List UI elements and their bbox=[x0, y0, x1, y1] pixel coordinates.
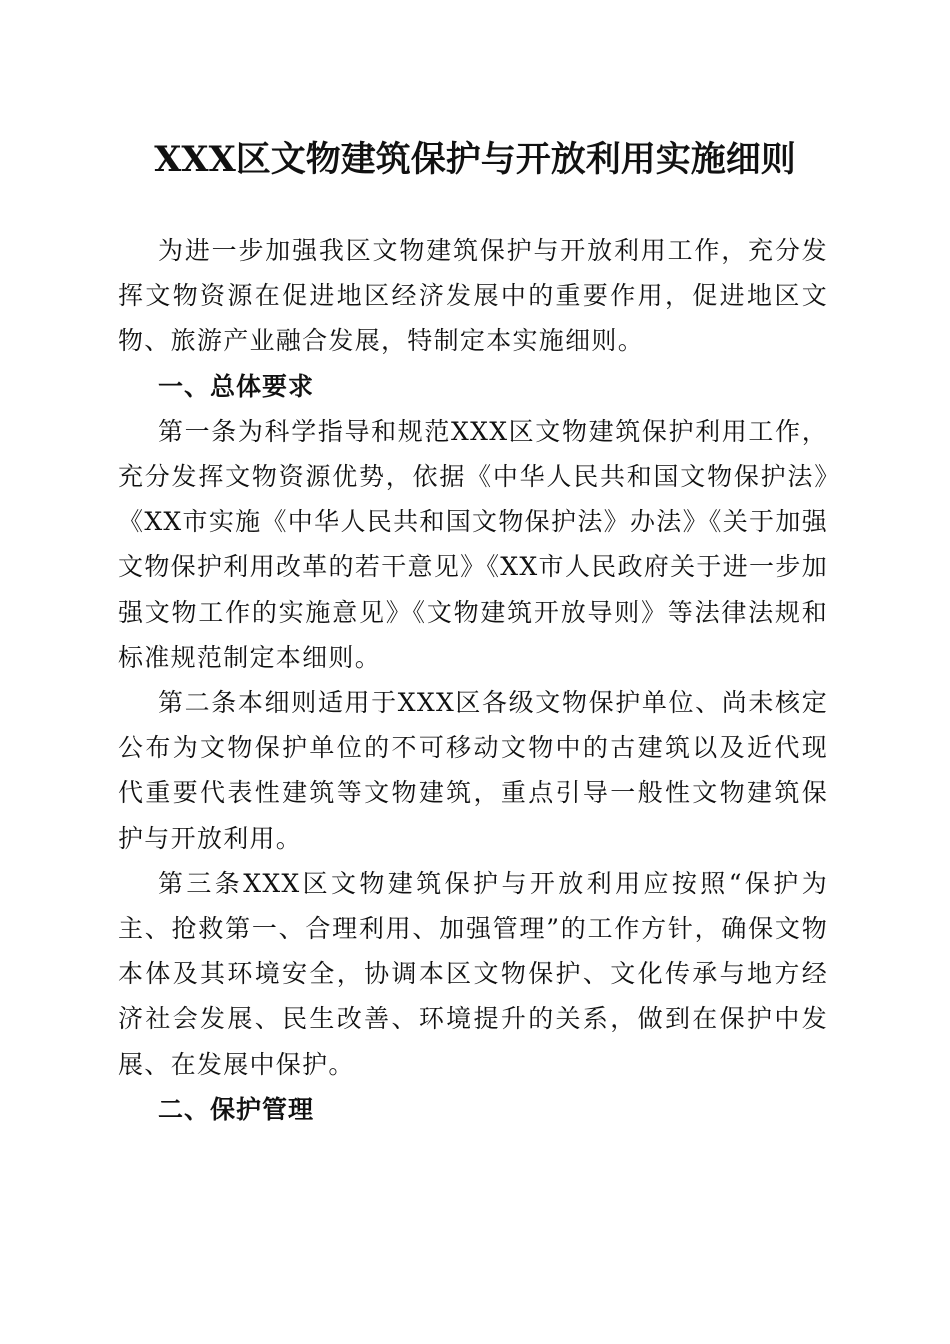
intro-paragraph: 为进一步加强我区文物建筑保护与开放利用工作，充分发挥文物资源在促进地区经济发展中的重要作用，促进地区文物、旅游产业融合发展，特制定本实施细则。 bbox=[118, 236, 828, 356]
article-2: 第二条本细则适用于XXX区各级文物保护单位、尚未核定公布为文物保护单位的不可移动文物中的古建筑以及近代现代重要代表性建筑等文物建筑，重点引导一般性文物建筑保护与开放利用。 bbox=[118, 688, 828, 853]
document-title: XXX区文物建筑保护与开放利用实施细则 bbox=[154, 139, 796, 180]
document-body bbox=[118, 228, 828, 1132]
article-3: 第三条XXX区文物建筑保护与开放利用应按照“保护为主、抢救第一、合理利用、加强管理”的工作方针，确保文物本体及其环境安全，协调本区文物保护、文化传承与地方经济社会发展、民生改善、环境提升的关系，做到在保护中发展、在发展中保护。 bbox=[118, 868, 828, 1079]
section-heading-general-requirements: 一、总体要求 bbox=[158, 371, 315, 401]
section-heading-protection-management: 二、保护管理 bbox=[158, 1094, 315, 1124]
article-1: 第一条为科学指导和规范XXX区文物建筑保护利用工作，充分发挥文物资源优势，依据《中华人民共和国文物保护法》《XX市实施《中华人民共和国文物保护法》办法》《关于加强文物保护利用改革的若干意见》《XX市人民政府关于进一步加强文物工作的实施意见》《文物建筑开放导则》等法律法规和标准规范制定本细则。 bbox=[118, 416, 828, 672]
